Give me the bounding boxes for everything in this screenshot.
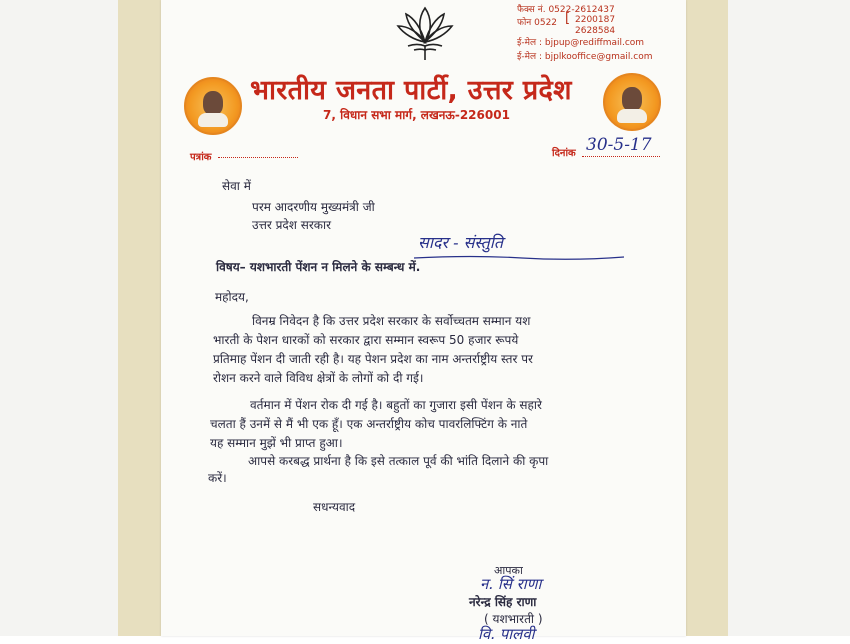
bottom-signature: वि. पालवी (478, 625, 535, 643)
handwritten-note: सादर - संस्तुति (418, 233, 504, 252)
phone-label: फोन 0522 (517, 18, 558, 28)
signature: न. सिं राणा (480, 575, 542, 593)
para2-line-2: चलता हैं उनमें से मैं भी एक हूँ। एक अन्तर्राष्ट्रीय कोच पावरलिफ्टिंग के नाते (210, 417, 528, 431)
right-margin (728, 0, 850, 636)
para1-line-1: विनम्र निवेदन है कि उत्तर प्रदेश सरकार के सर्वोच्चतम सम्मान यश (252, 314, 531, 328)
date-label: दिनांक (552, 148, 576, 159)
para1-line-4: रोशन करने वाले विविध क्षेत्रों के लोगों को दी गई। (213, 371, 424, 385)
leader-emblem-icon (184, 77, 242, 135)
para2-line-3: यह सम्मान मुझें भी प्राप्त हुआ। (210, 436, 343, 450)
date-dotted-line (582, 156, 660, 157)
para2-line-1: वर्तमान में पेंशन रोक दी गई है। बहुतों का गुजारा इसी पेंशन के सहारे (250, 398, 542, 412)
sender-name: नरेन्द्र सिंह राणा (469, 595, 537, 609)
recipient-line-2: उत्तर प्रदेश सरकार (252, 218, 332, 232)
party-address: 7, विधान सभा मार्ग, लखनऊ-226001 (323, 108, 510, 122)
phone-number-2: 2628584 (575, 26, 616, 36)
greeting: महोदय, (215, 290, 249, 304)
party-name: भारतीय जनता पार्टी, उत्तर प्रदेश (250, 75, 572, 106)
left-margin (0, 0, 118, 636)
email-1: ई-मेल : bjpup@rediffmail.com (517, 38, 645, 48)
recipient-line-1: परम आदरणीय मुख्यमंत्री जी (252, 200, 375, 214)
leader-emblem-icon (603, 73, 661, 131)
lotus-icon (394, 4, 456, 62)
date-value: 30-5-17 (586, 135, 652, 155)
salutation-to: सेवा में (222, 179, 251, 193)
phone-number-1: 2200187 (575, 15, 616, 25)
sender-title: ( यशभारती ) (484, 612, 543, 626)
fax-number: फैक्स नं. 0522-2612437 (517, 5, 615, 15)
yours: आपका (494, 564, 523, 577)
phone-bracket: [ (565, 11, 571, 26)
para3-line-2: करें। (208, 471, 227, 485)
email-2: ई-मेल : bjplkooffice@gmail.com (517, 52, 653, 62)
para1-line-2: भारती के पेशन धारकों को सरकार द्वारा सम्मान स्वरूप 50 हजार रूपये (213, 333, 519, 347)
subject-line: विषय– यशभारती पेंशन न मिलने के सम्बन्ध में. (216, 260, 421, 274)
para1-line-3: प्रतिमाह पेंशन दी जाती रही है। यह पेशन प्रदेश का नाम अन्तर्राष्ट्रीय स्तर पर (213, 352, 533, 366)
ref-dotted-line (218, 157, 298, 158)
para3-line-1: आपसे करबद्ध प्रार्थना है कि इसे तत्काल पूर्व की भांति दिलाने की कृपा (248, 454, 549, 468)
thanks: सधन्यवाद (313, 500, 356, 514)
ref-label: पत्रांक (190, 152, 212, 163)
note-underline (412, 254, 626, 262)
